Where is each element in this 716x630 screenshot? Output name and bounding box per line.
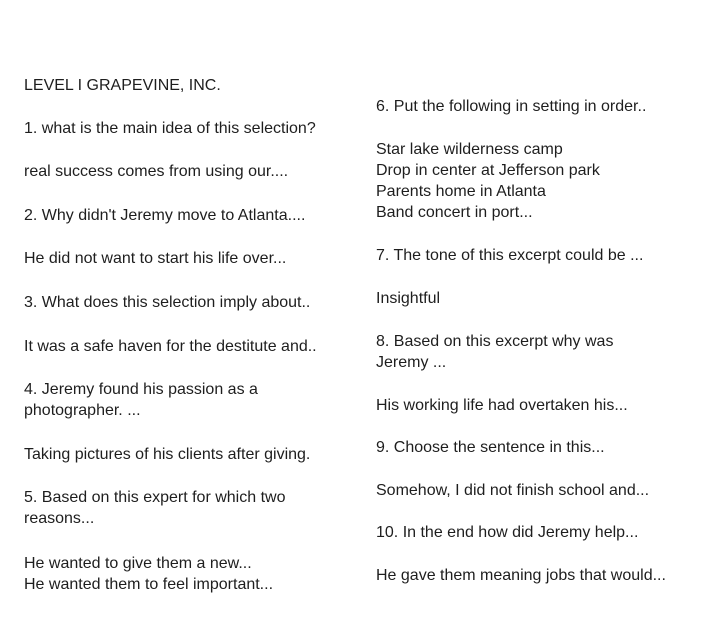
question-8 [376,331,613,373]
question-4-line-2: photographer. ... [24,402,141,419]
answer-5-line-2: He wanted them to feel important... [24,576,274,593]
question-9: 9. Choose the sentence in this... [376,439,605,456]
question-4 [24,379,258,421]
question-3: 3. What does this selection imply about.. [24,294,311,311]
question-5-line-1: 5. Based on this expert for which two [24,489,286,506]
question-6: 6. Put the following in setting in order.. [376,98,647,115]
answer-5 [24,553,273,595]
answer-9: Somehow, I did not finish school and... [376,482,650,499]
answer-5-line-1: He wanted to give them a new... [24,555,252,572]
question-8-line-2: Jeremy ... [376,354,447,371]
question-7: 7. The tone of this excerpt could be ... [376,247,644,264]
answer-3: It was a safe haven for the destitute and.. [24,338,317,355]
answer-10: He gave them meaning jobs that would... [376,567,666,584]
document-title: LEVEL I GRAPEVINE, INC. [24,77,221,94]
answer-7: Insightful [376,290,441,307]
answer-4: Taking pictures of his clients after giving. [24,446,311,463]
question-5 [24,487,285,529]
question-10: 10. In the end how did Jeremy help... [376,524,639,541]
answer-6-list [376,139,600,223]
answer-8: His working life had overtaken his... [376,397,628,414]
answer-6-item: Drop in center at Jefferson park [376,162,600,179]
answer-6-item: Band concert in port... [376,204,533,221]
question-2: 2. Why didn't Jeremy move to Atlanta.... [24,207,306,224]
question-5-line-2: reasons... [24,510,95,527]
question-4-line-1: 4. Jeremy found his passion as a [24,381,258,398]
answer-6-item: Parents home in Atlanta [376,183,546,200]
question-8-line-1: 8. Based on this excerpt why was [376,333,614,350]
answer-1: real success comes from using our.... [24,163,289,180]
answer-2: He did not want to start his life over... [24,250,287,267]
answer-6-item: Star lake wilderness camp [376,141,563,158]
question-1: 1. what is the main idea of this selection? [24,120,316,137]
